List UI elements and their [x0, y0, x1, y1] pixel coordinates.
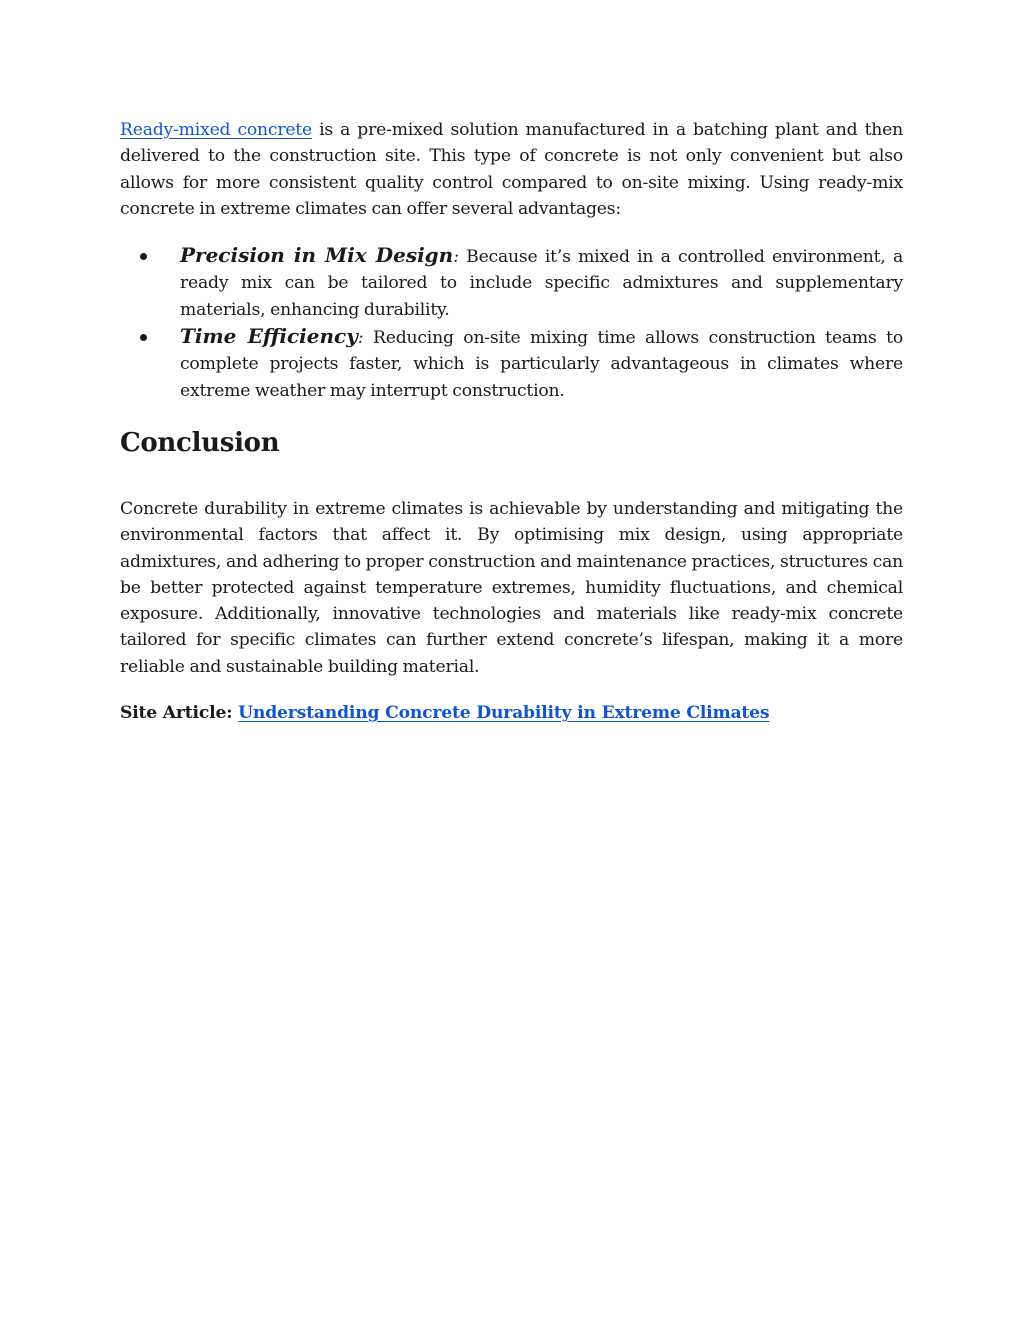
- bullet-icon: [140, 334, 147, 341]
- document-page: [120, 117, 903, 726]
- site-article-link[interactable]: Understanding Concrete Durability in Extreme Climates: [238, 703, 770, 724]
- bullet-colon: :: [453, 247, 459, 268]
- intro-text: is a pre-mixed solution manufactured in a batching plant and then delivered to the construction site. This type of concrete is not only convenient but also allows for more consistent quality control compared to on-site mixing. Using ready-mix concrete in extreme climates can offer several advantages:: [120, 120, 904, 219]
- bullet-term: Precision in Mix Design: [180, 243, 454, 268]
- site-article-label: Site Article:: [120, 703, 239, 724]
- intro-paragraph: [120, 117, 903, 222]
- site-article-line: [120, 700, 903, 726]
- advantages-list: [120, 242, 903, 404]
- list-item: [120, 323, 903, 404]
- bullet-colon: :: [357, 328, 364, 349]
- bullet-text: Because it’s mixed in a controlled environment, a ready mix can be tailored to include specific admixtures and supplementary materials, enhancing durability.: [180, 247, 904, 320]
- bullet-text: Reducing on-site mixing time allows construction teams to complete projects faster, which is particularly advantageous in climates where extreme weather may interrupt construction.: [180, 328, 903, 401]
- ready-mixed-concrete-link[interactable]: Ready-mixed concrete: [120, 120, 312, 140]
- bullet-term: Time Efficiency: [180, 324, 358, 349]
- conclusion-heading: Conclusion: [120, 427, 280, 458]
- conclusion-paragraph: Concrete durability in extreme climates is achievable by understanding and mitigating the environmental factors that affect it. By optimising mix design, using appropriate admixtures, and adhering to proper construction and maintenance practices, structures can be better protected against temperature extremes, humidity fluctuations, and chemical exposure. Additionally, innovative technologies and materials like ready-mix concrete tailored for specific climates can further extend concrete’s lifespan, making it a more reliable and sustainable building material.: [120, 498, 903, 677]
- bullet-icon: [140, 253, 147, 260]
- list-item: [120, 242, 903, 323]
